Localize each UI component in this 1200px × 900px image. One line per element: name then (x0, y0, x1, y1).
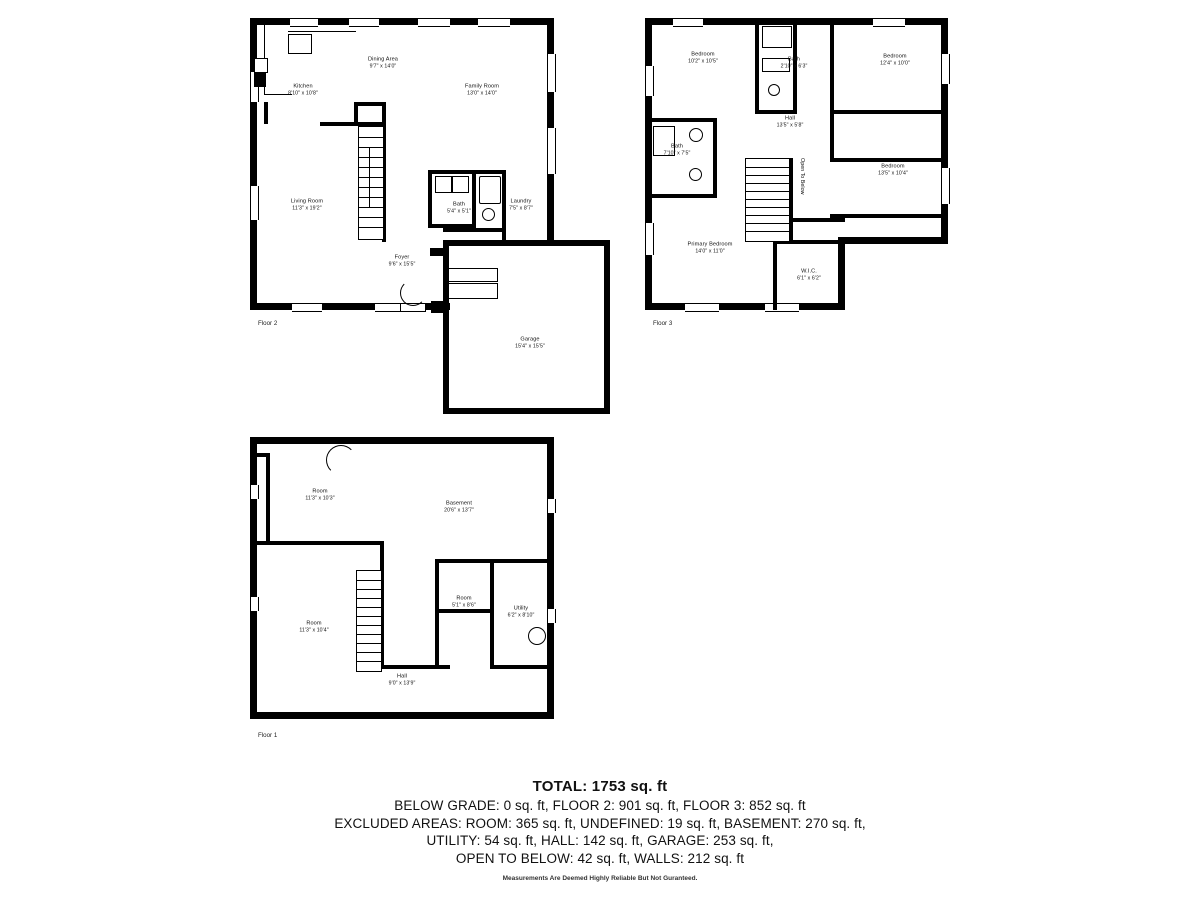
floorplan-floor-1 (250, 437, 565, 757)
wall-pier (431, 301, 444, 313)
utility-equipment-icon (528, 627, 546, 645)
garage-entry-door (448, 268, 498, 282)
room-label: Bath 5'4" x 5'1" (447, 201, 471, 215)
room-label: W.I.C. 6'1" x 6'2" (797, 268, 821, 282)
window (292, 303, 322, 312)
window (765, 303, 799, 312)
sink-icon (288, 34, 312, 54)
toilet-icon (689, 168, 702, 181)
room-label: Family Room 13'0" x 14'0" (464, 83, 500, 97)
wall (443, 408, 610, 414)
window (873, 18, 905, 27)
room-label: Hall 9'0" x 13'9" (388, 673, 416, 687)
toilet-icon (482, 208, 495, 221)
room-label: Bedroom 10'2" x 10'5" (688, 51, 718, 65)
room-label: Hall 13'5" x 5'8" (776, 115, 804, 129)
window (250, 597, 259, 611)
wall (472, 170, 476, 228)
room-label: Bedroom 12'4" x 10'0" (880, 53, 910, 67)
window (250, 186, 259, 220)
window (478, 18, 510, 27)
window (418, 18, 450, 27)
room-label: Basement 20'6" x 13'7" (444, 500, 474, 514)
wall (443, 228, 506, 232)
room-label: Bath 7'10" x 7'5" (663, 143, 691, 157)
window (290, 18, 318, 27)
toilet-icon (768, 84, 780, 96)
room-label: Room 11'3" x 10'3" (305, 488, 335, 502)
wall (250, 541, 384, 545)
window (547, 609, 556, 623)
door-swing-arc (326, 445, 356, 475)
room-label: Room 11'3" x 10'4" (299, 620, 329, 634)
washer-icon (435, 176, 452, 193)
room-label: Kitchen 8'10" x 10'8" (288, 83, 318, 97)
wall (785, 218, 845, 222)
staircase (356, 570, 382, 672)
area-breakdown-line-3: UTILITY: 54 sq. ft, HALL: 142 sq. ft, GARAGE: 253 sq. ft, (426, 833, 774, 849)
wall (755, 18, 759, 113)
bathtub-icon (762, 26, 792, 48)
wall (435, 559, 439, 669)
wall (838, 237, 845, 309)
bathtub-icon (479, 176, 501, 204)
sink-icon (689, 128, 703, 142)
window (547, 54, 556, 92)
wall (645, 194, 717, 198)
window (349, 18, 379, 27)
range-icon (254, 73, 266, 87)
wall (773, 240, 777, 310)
floor-tag: Floor 3 (653, 320, 673, 327)
wall (830, 158, 948, 162)
room-label: Garage 15'4" x 15'5" (515, 336, 545, 350)
wall (830, 214, 948, 218)
wall (354, 102, 386, 106)
area-breakdown-line-2: EXCLUDED AREAS: ROOM: 365 sq. ft, UNDEFINED: 19 sq. ft, BASEMENT: 270 sq. ft, (334, 815, 866, 831)
wall (266, 453, 270, 545)
wall (250, 437, 257, 719)
window (941, 54, 950, 84)
wall (548, 240, 610, 246)
wall (435, 559, 553, 563)
wall-pier (430, 248, 444, 256)
room-label: Living Room 11'3" x 19'2" (290, 198, 324, 212)
staircase (745, 158, 791, 242)
total-area: TOTAL: 1753 sq. ft (532, 777, 668, 795)
wall (645, 18, 652, 310)
wall (604, 246, 610, 414)
window (685, 303, 719, 312)
staircase (358, 126, 384, 240)
window (941, 168, 950, 204)
room-label: Bath 2'10" x 6'3" (780, 56, 808, 70)
floorplan-floor-2 (250, 18, 615, 350)
wall (645, 118, 717, 122)
area-breakdown-line-1: BELOW GRADE: 0 sq. ft, FLOOR 2: 901 sq. ft, FLOOR 3: 852 sq. ft (394, 797, 806, 813)
wall (428, 170, 432, 228)
window (645, 223, 654, 255)
wall (264, 102, 268, 124)
wall (354, 102, 358, 124)
wall (380, 665, 450, 669)
floor-tag: Floor 1 (258, 732, 278, 739)
wall (443, 240, 554, 246)
wall (713, 118, 717, 196)
wall (830, 18, 834, 114)
appliance (254, 58, 268, 73)
window (547, 128, 556, 174)
wall (435, 609, 493, 613)
room-label: Room 5'1" x 8'6" (452, 595, 476, 609)
window (645, 66, 654, 96)
open-to-below-label: Open To Below (799, 158, 805, 195)
door-swing-arc (400, 280, 426, 306)
wall (830, 114, 834, 162)
window (250, 485, 259, 499)
wall (547, 437, 554, 719)
wall (941, 18, 948, 243)
window (547, 499, 556, 513)
wall (645, 303, 845, 310)
wall (755, 110, 797, 114)
room-label: Foyer 9'6" x 15'5" (388, 254, 416, 268)
counter-line (288, 31, 356, 32)
window (673, 18, 703, 27)
wall (789, 158, 793, 244)
room-label: Bedroom 13'5" x 10'4" (878, 163, 908, 177)
room-label: Dining Area 9'7" x 14'0" (367, 56, 399, 70)
stair-direction-arrow (369, 148, 370, 208)
wall (490, 665, 554, 669)
disclaimer-text: Measurements Are Deemed Highly Reliable But Not Guranteed. (502, 875, 698, 882)
floorplan-floor-3 (645, 18, 955, 338)
room-label: Utility 6'2" x 8'10" (507, 605, 535, 619)
room-label: Laundry 7'5" x 8'7" (509, 198, 533, 212)
wall (490, 559, 494, 669)
area-breakdown-line-4: OPEN TO BELOW: 42 sq. ft, WALLS: 212 sq. ft (455, 851, 745, 867)
wall (250, 437, 554, 444)
area-summary (0, 778, 1200, 882)
wall (830, 110, 948, 114)
room-label: Primary Bedroom 14'0" x 11'0" (687, 241, 733, 255)
dryer-icon (452, 176, 469, 193)
wall (250, 712, 554, 719)
floor-tag: Floor 2 (258, 320, 278, 327)
garage-window (448, 283, 498, 299)
wall (838, 237, 948, 244)
wall (428, 170, 506, 174)
